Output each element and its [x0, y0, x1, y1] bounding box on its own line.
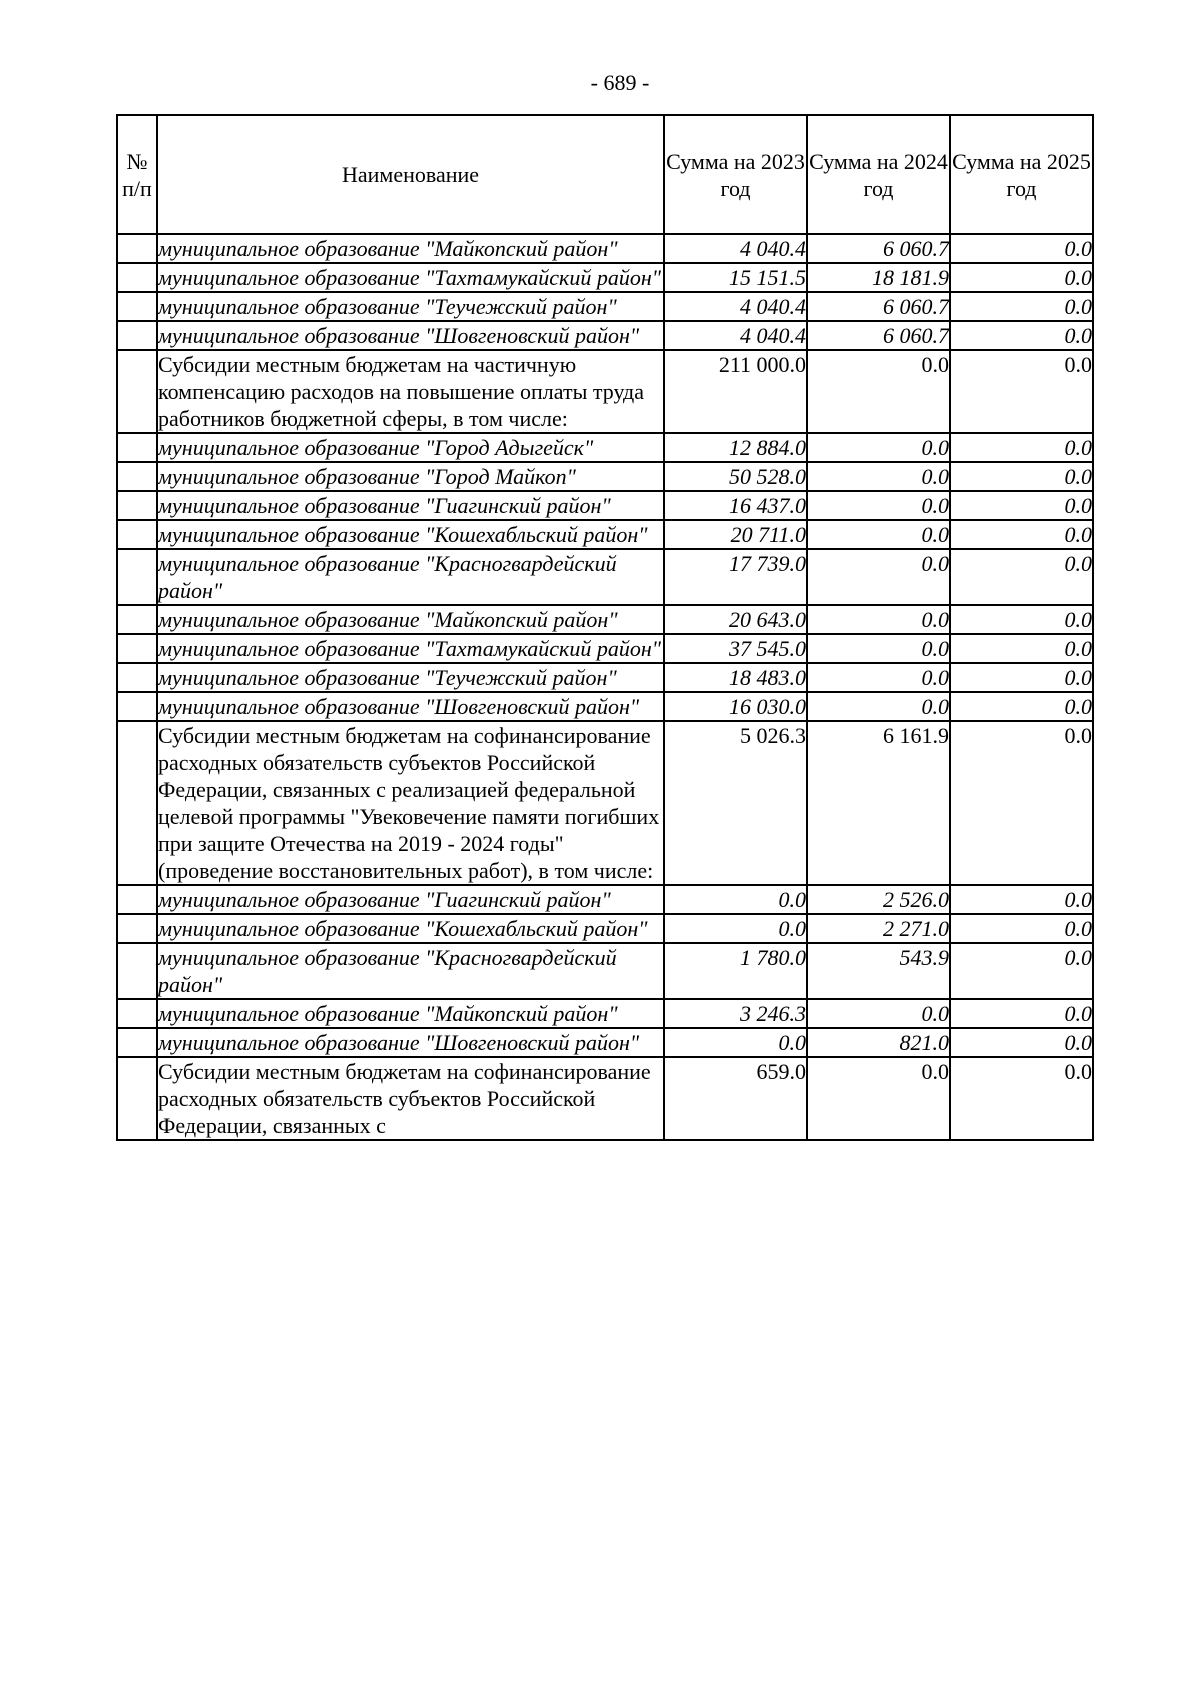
row-name-cell: муниципальное образование "Кошехабльский район" [157, 914, 664, 943]
table-row [117, 692, 1093, 721]
row-value-2023: 211 000.0 [664, 350, 807, 433]
row-name-cell: муниципальное образование "Шовгеновский район" [157, 321, 664, 350]
row-value-2025: 0.0 [950, 462, 1093, 491]
header-2023: Сумма на 2023 год [664, 115, 807, 234]
row-value-2023: 0.0 [664, 885, 807, 914]
row-name-cell: муниципальное образование "Тахтамукайский район" [157, 634, 664, 663]
row-value-2024: 6 060.7 [807, 234, 950, 263]
row-name-cell: муниципальное образование "Гиагинский район" [157, 491, 664, 520]
row-value-2024: 0.0 [807, 462, 950, 491]
row-number-cell [117, 350, 157, 433]
row-value-2023: 17 739.0 [664, 549, 807, 605]
row-value-2025: 0.0 [950, 234, 1093, 263]
table-row [117, 520, 1093, 549]
row-value-2024: 0.0 [807, 350, 950, 433]
row-number-cell [117, 634, 157, 663]
row-value-2025: 0.0 [950, 663, 1093, 692]
row-name-cell: Субсидии местным бюджетам на софинансирование расходных обязательств субъектов Российской Федерации, связанных с реализацией федеральной целевой программы "Увековечение памяти погибших при защите Отечества на 2019 - 2024 годы" (проведение восстановительных работ), в том числе: [157, 721, 664, 885]
row-value-2025: 0.0 [950, 914, 1093, 943]
row-number-cell [117, 692, 157, 721]
row-value-2025: 0.0 [950, 1057, 1093, 1140]
row-value-2024: 18 181.9 [807, 263, 950, 292]
row-value-2023: 659.0 [664, 1057, 807, 1140]
row-number-cell [117, 999, 157, 1028]
row-value-2025: 0.0 [950, 943, 1093, 999]
table-row [117, 263, 1093, 292]
row-value-2025: 0.0 [950, 350, 1093, 433]
row-value-2025: 0.0 [950, 721, 1093, 885]
row-name-cell: муниципальное образование "Кошехабльский район" [157, 520, 664, 549]
table-row [117, 433, 1093, 462]
header-name: Наименование [157, 115, 664, 234]
row-number-cell [117, 433, 157, 462]
row-value-2025: 0.0 [950, 885, 1093, 914]
row-value-2023: 20 643.0 [664, 605, 807, 634]
row-name-cell: муниципальное образование "Майкопский район" [157, 605, 664, 634]
row-value-2025: 0.0 [950, 263, 1093, 292]
row-number-cell [117, 292, 157, 321]
row-name-cell: муниципальное образование "Шовгеновский район" [157, 692, 664, 721]
table-row [117, 1057, 1093, 1140]
row-name-cell: муниципальное образование "Тахтамукайский район" [157, 263, 664, 292]
row-name-cell: муниципальное образование "Красногвардейский район" [157, 549, 664, 605]
row-number-cell [117, 491, 157, 520]
row-value-2023: 0.0 [664, 914, 807, 943]
row-value-2023: 16 437.0 [664, 491, 807, 520]
row-value-2025: 0.0 [950, 433, 1093, 462]
row-value-2023: 0.0 [664, 1028, 807, 1057]
row-number-cell [117, 605, 157, 634]
row-number-cell [117, 885, 157, 914]
table-header-row [117, 115, 1093, 234]
row-value-2025: 0.0 [950, 520, 1093, 549]
row-value-2024: 0.0 [807, 433, 950, 462]
row-value-2023: 3 246.3 [664, 999, 807, 1028]
table-row [117, 462, 1093, 491]
table-body [117, 234, 1093, 1140]
row-value-2025: 0.0 [950, 692, 1093, 721]
row-value-2023: 4 040.4 [664, 292, 807, 321]
row-value-2024: 6 060.7 [807, 321, 950, 350]
row-value-2023: 4 040.4 [664, 321, 807, 350]
row-value-2023: 37 545.0 [664, 634, 807, 663]
row-number-cell [117, 663, 157, 692]
table-row [117, 999, 1093, 1028]
row-value-2024: 0.0 [807, 491, 950, 520]
row-value-2023: 12 884.0 [664, 433, 807, 462]
row-name-cell: Субсидии местным бюджетам на частичную компенсацию расходов на повышение оплаты труда работников бюджетной сферы, в том числе: [157, 350, 664, 433]
row-name-cell: муниципальное образование "Теучежский район" [157, 292, 664, 321]
row-number-cell [117, 914, 157, 943]
table-row [117, 491, 1093, 520]
table-row [117, 885, 1093, 914]
row-value-2025: 0.0 [950, 549, 1093, 605]
row-number-cell [117, 321, 157, 350]
table-row [117, 321, 1093, 350]
table-row [117, 943, 1093, 999]
row-value-2024: 0.0 [807, 663, 950, 692]
row-number-cell [117, 520, 157, 549]
row-value-2024: 0.0 [807, 634, 950, 663]
row-value-2024: 0.0 [807, 1057, 950, 1140]
row-value-2024: 2 526.0 [807, 885, 950, 914]
table-row [117, 721, 1093, 885]
row-value-2023: 15 151.5 [664, 263, 807, 292]
table-row [117, 234, 1093, 263]
row-value-2023: 18 483.0 [664, 663, 807, 692]
row-number-cell [117, 234, 157, 263]
table-row [117, 663, 1093, 692]
row-value-2024: 6 161.9 [807, 721, 950, 885]
row-number-cell [117, 462, 157, 491]
row-value-2024: 6 060.7 [807, 292, 950, 321]
table-row [117, 605, 1093, 634]
row-value-2023: 16 030.0 [664, 692, 807, 721]
row-value-2024: 0.0 [807, 692, 950, 721]
row-value-2024: 0.0 [807, 999, 950, 1028]
row-value-2025: 0.0 [950, 491, 1093, 520]
budget-table [116, 114, 1094, 1141]
table-row [117, 549, 1093, 605]
row-number-cell [117, 721, 157, 885]
row-value-2024: 0.0 [807, 605, 950, 634]
row-name-cell: муниципальное образование "Майкопский район" [157, 999, 664, 1028]
header-num: № п/п [117, 115, 157, 234]
row-value-2025: 0.0 [950, 321, 1093, 350]
table-row [117, 634, 1093, 663]
row-name-cell: муниципальное образование "Теучежский район" [157, 663, 664, 692]
row-name-cell: муниципальное образование "Майкопский район" [157, 234, 664, 263]
row-value-2025: 0.0 [950, 634, 1093, 663]
row-value-2025: 0.0 [950, 999, 1093, 1028]
table-row [117, 914, 1093, 943]
row-name-cell: муниципальное образование "Город Майкоп" [157, 462, 664, 491]
row-value-2024: 0.0 [807, 549, 950, 605]
row-value-2024: 2 271.0 [807, 914, 950, 943]
row-value-2025: 0.0 [950, 292, 1093, 321]
row-number-cell [117, 549, 157, 605]
row-name-cell: муниципальное образование "Шовгеновский район" [157, 1028, 664, 1057]
row-number-cell [117, 1028, 157, 1057]
row-name-cell: Субсидии местным бюджетам на софинансирование расходных обязательств субъектов Российской Федерации, связанных с [157, 1057, 664, 1140]
table-row [117, 350, 1093, 433]
row-number-cell [117, 263, 157, 292]
row-value-2025: 0.0 [950, 605, 1093, 634]
row-name-cell: муниципальное образование "Гиагинский район" [157, 885, 664, 914]
row-value-2024: 0.0 [807, 520, 950, 549]
row-name-cell: муниципальное образование "Красногвардейский район" [157, 943, 664, 999]
row-value-2025: 0.0 [950, 1028, 1093, 1057]
table-row [117, 1028, 1093, 1057]
row-value-2023: 20 711.0 [664, 520, 807, 549]
row-value-2023: 5 026.3 [664, 721, 807, 885]
page-number: - 689 - [590, 70, 650, 95]
row-number-cell [117, 943, 157, 999]
row-name-cell: муниципальное образование "Город Адыгейск" [157, 433, 664, 462]
row-value-2023: 4 040.4 [664, 234, 807, 263]
row-number-cell [117, 1057, 157, 1140]
row-value-2024: 543.9 [807, 943, 950, 999]
row-value-2023: 50 528.0 [664, 462, 807, 491]
header-2024: Сумма на 2024 год [807, 115, 950, 234]
table-row [117, 292, 1093, 321]
header-2025: Сумма на 2025 год [950, 115, 1093, 234]
row-value-2024: 821.0 [807, 1028, 950, 1057]
row-value-2023: 1 780.0 [664, 943, 807, 999]
